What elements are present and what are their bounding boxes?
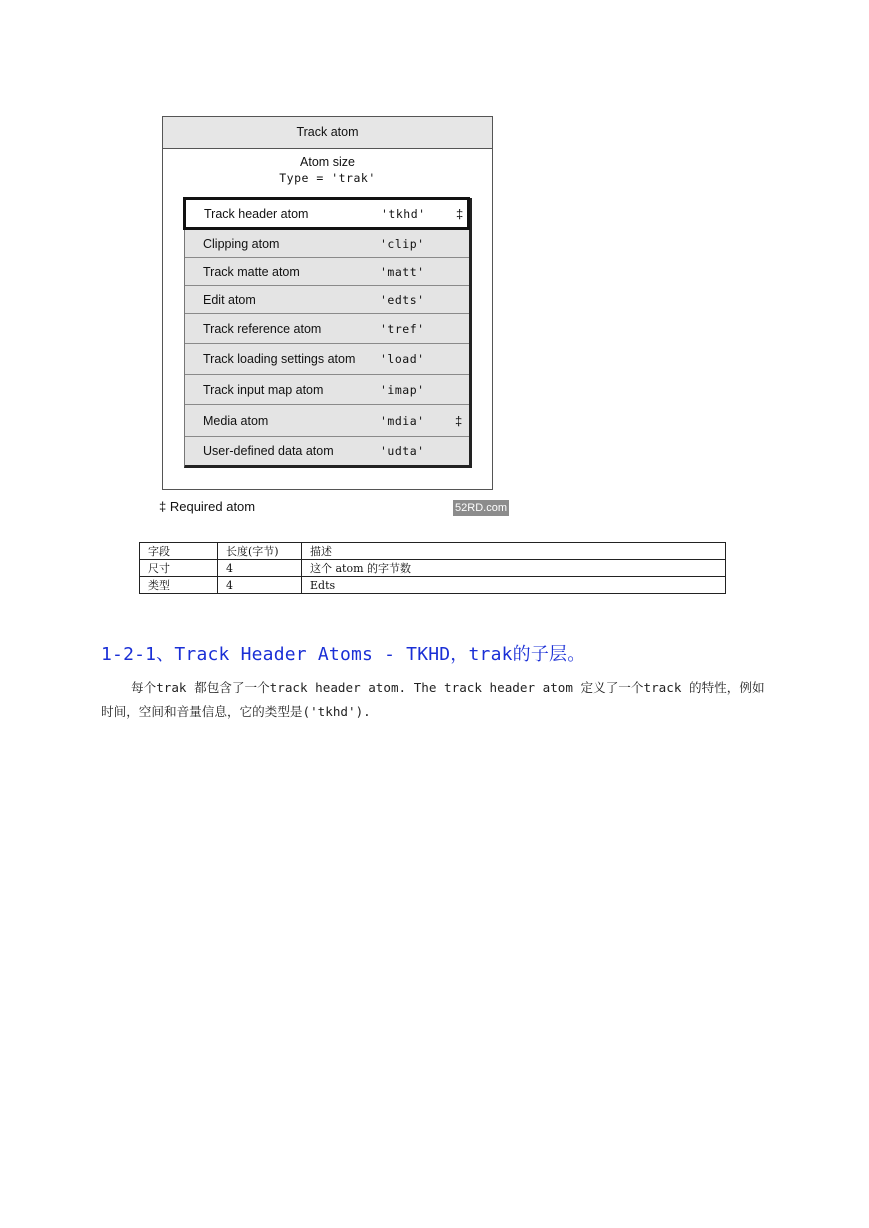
atom-code: 'clip' [380, 236, 425, 251]
atom-name: Edit atom [203, 292, 256, 307]
atom-row-tkhd [183, 197, 470, 230]
diagram-title: Track atom [163, 117, 492, 149]
table-row [140, 560, 726, 577]
atom-code: 'tref' [380, 321, 425, 336]
table-cell: 尺寸 [140, 560, 218, 577]
atom-size-label: Atom size [300, 155, 355, 169]
atom-name: Track loading settings atom [203, 352, 356, 366]
atom-name: Track reference atom [203, 321, 322, 336]
atom-code: 'load' [380, 352, 425, 366]
atom-name: Track matte atom [203, 264, 300, 279]
atom-name: User-defined data atom [203, 444, 334, 458]
table-cell: 这个 atom 的字节数 [302, 560, 726, 577]
field-table [139, 542, 726, 594]
section-heading: 1-2-1、Track Header Atoms - TKHD，trak的子层。 [101, 644, 586, 665]
atom-row-mdia [185, 405, 469, 437]
atom-code: 'tkhd' [381, 206, 426, 221]
atom-row-load [185, 344, 469, 375]
required-atom-legend: ‡ Required atom [159, 499, 256, 514]
required-marker: ‡ [456, 206, 464, 221]
header-cell: 描述 [302, 543, 726, 560]
child-atoms-list [184, 198, 472, 468]
track-atom-diagram [162, 116, 493, 490]
table-cell: Edts [302, 577, 726, 594]
atom-row-matt [185, 258, 469, 286]
atom-code: 'imap' [380, 382, 425, 397]
atom-code: 'edts' [380, 292, 425, 307]
atom-name: Track header atom [204, 206, 309, 221]
table-cell: 4 [218, 577, 302, 594]
body-paragraph [101, 676, 766, 724]
atom-code: 'mdia' [380, 413, 425, 428]
atom-code: 'matt' [380, 264, 425, 279]
table-cell: 4 [218, 560, 302, 577]
atom-row-clip [185, 230, 469, 258]
atom-row-edts [185, 286, 469, 314]
atom-name: Track input map atom [203, 382, 324, 397]
watermark: 52RD.com [453, 500, 509, 516]
atom-row-udta [185, 437, 469, 465]
header-cell: 长度(字节) [218, 543, 302, 560]
required-marker: ‡ [455, 413, 463, 428]
atom-code: 'udta' [380, 444, 425, 458]
table-header-row [140, 543, 726, 560]
atom-type-label: Type = 'trak' [279, 171, 376, 185]
atom-name: Clipping atom [203, 236, 280, 251]
atom-row-imap [185, 375, 469, 405]
table-row [140, 577, 726, 594]
atom-row-tref [185, 314, 469, 344]
paragraph-text: 每个trak 都包含了一个track header atom. The track header atom 定义了一个track 的特性，例如时间，空间和音量信息，它的类型是('tkhd'). [101, 680, 765, 719]
header-cell: 字段 [140, 543, 218, 560]
table-cell: 类型 [140, 577, 218, 594]
atom-name: Media atom [203, 413, 269, 428]
